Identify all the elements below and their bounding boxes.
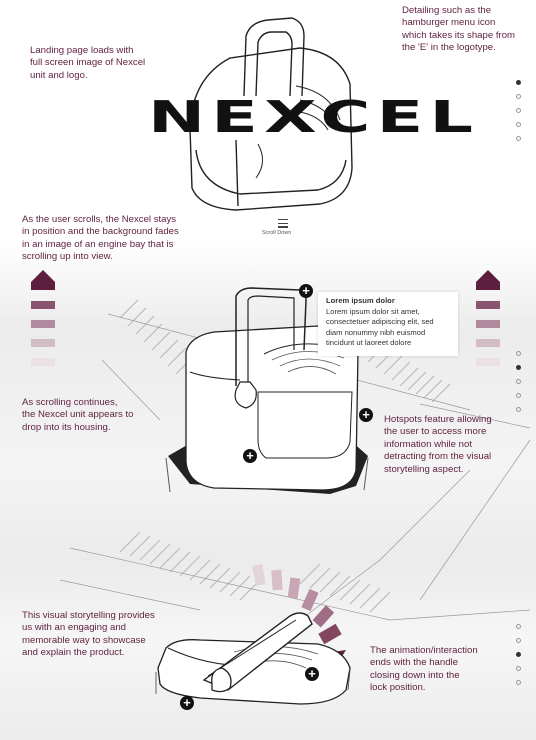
scroll-up-arrow-icon[interactable]	[31, 270, 55, 366]
plus-hotspot-icon[interactable]: +	[180, 696, 194, 710]
hotspot-note: Hotspots feature allowing the user to access more information while not detracting from the visual storytelling aspect.	[384, 414, 492, 475]
plus-hotspot-icon[interactable]: +	[243, 449, 257, 463]
page-dot[interactable]	[516, 108, 521, 113]
nexcel-logotype: NEXCEL	[148, 92, 480, 143]
page-dot[interactable]	[516, 136, 521, 141]
plus-hotspot-icon[interactable]: +	[305, 667, 319, 681]
scroll-up-arrow-icon[interactable]	[476, 270, 500, 366]
page-dot[interactable]	[516, 365, 521, 370]
page-dot[interactable]	[516, 80, 521, 85]
page-dot[interactable]	[516, 638, 521, 643]
hamburger-menu-icon[interactable]	[278, 219, 288, 230]
hotspot-tooltip	[318, 292, 458, 356]
page-dot[interactable]	[516, 379, 521, 384]
pagination-dots-bottom[interactable]	[513, 624, 523, 694]
story-note: This visual storytelling provides us with an engaging and memorable way to showcase and explain the product.	[22, 610, 155, 659]
page-dot[interactable]	[516, 624, 521, 629]
page-dot[interactable]	[516, 652, 521, 657]
scroll-note: As the user scrolls, the Nexcel stays in position and the background fades in an image of an engine bay that is scrolling up into view.	[22, 214, 179, 263]
tooltip-title: Lorem ipsum dolor	[326, 296, 395, 305]
page-dot[interactable]	[516, 393, 521, 398]
pagination-dots-top[interactable]	[513, 80, 523, 150]
scroll-down-label[interactable]: Scroll Down	[262, 230, 292, 236]
plus-hotspot-icon[interactable]: +	[299, 284, 313, 298]
animation-note: The animation/interaction ends with the handle closing down into the lock position.	[370, 645, 478, 694]
page-dot[interactable]	[516, 351, 521, 356]
landing-note: Landing page loads with full screen image of Nexcel unit and logo.	[30, 45, 146, 81]
pagination-dots-mid[interactable]	[513, 351, 523, 421]
plus-hotspot-icon[interactable]: +	[359, 408, 373, 422]
page-dot[interactable]	[516, 122, 521, 127]
header-note: Detailing such as the hamburger menu icon which takes its shape from the 'E' in the logotype.	[402, 5, 516, 54]
page-dot[interactable]	[516, 407, 521, 412]
tooltip-body: Lorem ipsum dolor sit amet, consectetuer adipiscing elit, sed diam nonummy nibh euismod tincidunt ut laoreet dolore	[326, 307, 434, 348]
page-dot[interactable]	[516, 666, 521, 671]
drop-note: As scrolling continues, the Nexcel unit appears to drop into its housing.	[22, 397, 134, 433]
page-dot[interactable]	[516, 680, 521, 685]
page-dot[interactable]	[516, 94, 521, 99]
